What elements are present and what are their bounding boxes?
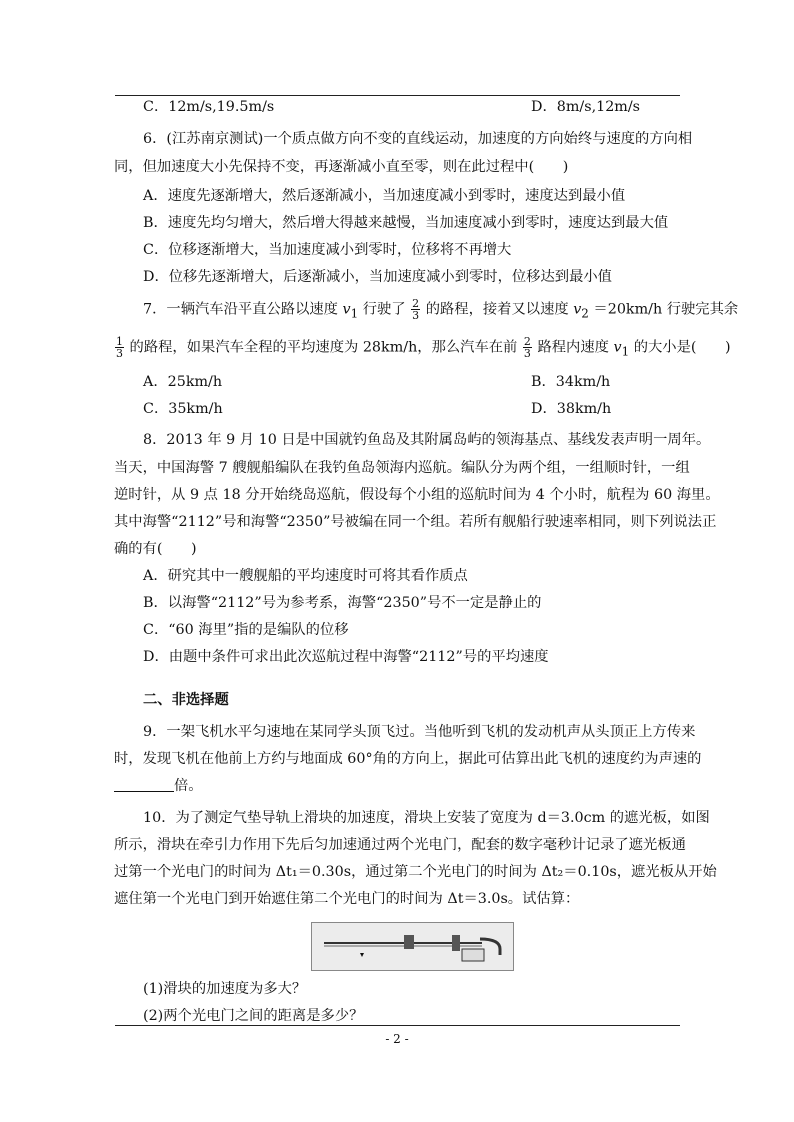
q8-option-b: B．以海警“2112”号为参考系，海警“2350”号不一定是静止的 xyxy=(143,595,542,611)
q8-stem-line-3: 逆时针，从 9 点 18 分开始绕岛巡航，假设每个小组的巡航时间为 4 个小时，航程为 60 海里。 xyxy=(114,487,720,503)
q9-stem-line-3: 倍。 xyxy=(114,776,684,796)
q6-option-d: D．位移先逐渐增大，后逐渐减小，当加速度减小到零时，位移达到最小值 xyxy=(143,269,612,285)
q7-option-b: B．34km/h xyxy=(531,374,611,390)
q7-options-ab xyxy=(143,372,713,392)
q7-options-cd xyxy=(143,399,713,419)
q10-sub-question-2: (2)两个光电门之间的距离是多少？ xyxy=(143,1008,364,1024)
q5-option-d: D．8m/s,12m/s xyxy=(531,99,641,115)
header-rule xyxy=(115,95,680,96)
q8-option-a: A．研究其中一艘舰船的平均速度时可将其看作质点 xyxy=(143,568,468,584)
q6-stem-line-2: 同，但加速度大小先保持不变，再逐渐减小直至零，则在此过程中( ) xyxy=(114,159,569,175)
fraction-one-third: $\frac{1}{3}$ xyxy=(116,335,123,360)
q5-option-c: C．12m/s,19.5m/s xyxy=(143,99,275,115)
q7-option-c: C．35km/h xyxy=(143,401,223,417)
q8-stem-line-2: 当天，中国海警 7 艘舰船编队在我钓鱼岛领海内巡航。编队分为两个组，一组顺时针，一组 xyxy=(114,460,690,476)
q9-stem-line-2: 时，发现飞机在他前上方约与地面成 60°角的方向上，据此可估算出此飞机的速度约为声速的 xyxy=(114,751,702,767)
air-track-photo xyxy=(311,922,514,971)
q10-stem-line-1: 10．为了测定气垫导轨上滑块的加速度，滑块上安装了宽度为 d＝3.0cm 的遮光板，如图 xyxy=(143,810,710,826)
q5-options-cd xyxy=(143,97,713,117)
answer-blank[interactable] xyxy=(114,777,174,792)
q7-option-d: D．38km/h xyxy=(531,401,612,417)
fraction-two-thirds: $\frac{2}{3}$ xyxy=(412,297,420,322)
q9-stem-line-1: 9．一架飞机水平匀速地在某同学头顶飞过。当他听到飞机的发动机声从头顶正上方传来 xyxy=(143,724,696,740)
q6-option-c: C．位移逐渐增大，当加速度减小到零时，位移将不再增大 xyxy=(143,242,512,258)
page-number: - 2 - xyxy=(385,1032,409,1046)
q6-stem-line-1: 6．(江苏南京测试)一个质点做方向不变的直线运动，加速度的方向始终与速度的方向相 xyxy=(143,131,693,147)
q7-option-a: A．25km/h xyxy=(143,374,223,390)
section-title: 二、非选择题 xyxy=(143,692,229,708)
q7-stem-line-1: 7．一辆汽车沿平直公路以速度 $v_1$ 行驶了 $\frac{2}{3}$ 的路程，接着又以速度 $v_2 =20km/h$ 行驶完其余 xyxy=(143,297,739,322)
q8-stem-line-5: 确的有( ) xyxy=(114,541,197,557)
footer-rule xyxy=(115,1025,680,1026)
q8-stem-line-1: 8．2013 年 9 月 10 日是中国就钓鱼岛及其附属岛屿的领海基点、基线发表声明一周年。 xyxy=(143,432,711,448)
q8-option-c: C．“60 海里”指的是编队的位移 xyxy=(143,622,349,638)
q7-stem-line-2: $\frac{1}{3}$ 的路程，如果汽车全程的平均速度为 28km/h，那么汽车在前 $\frac{2}{3}$ 路程内速度 $v_1$ 的大小是( ) xyxy=(116,335,731,360)
q10-stem-line-4: 遮住第一个光电门到开始遮住第二个光电门的时间为 Δt＝3.0s。试估算： xyxy=(114,891,580,907)
q10-sub-question-1: (1)滑块的加速度为多大？ xyxy=(143,981,307,997)
q6-option-a: A．速度先逐渐增大，然后逐渐减小，当加速度减小到零时，速度达到最小值 xyxy=(143,188,626,204)
q6-option-b: B．速度先均匀增大，然后增大得越来越慢，当加速度减小到零时，速度达到最大值 xyxy=(143,215,669,231)
fraction-two-thirds-2: $\frac{2}{3}$ xyxy=(523,335,531,360)
q8-stem-line-4: 其中海警“2112”号和海警“2350”号被编在同一个组。若所有舰船行驶速率相同，则下列说法正 xyxy=(114,514,717,530)
q10-stem-line-3: 过第一个光电门的时间为 Δt₁＝0.30s，通过第二个光电门的时间为 Δt₂＝0.10s，遮光板从开始 xyxy=(114,864,717,880)
q10-stem-line-2: 所示，滑块在牵引力作用下先后匀加速通过两个光电门，配套的数字毫秒计记录了遮光板通 xyxy=(114,837,686,853)
q8-option-d: D．由题中条件可求出此次巡航过程中海警“2112”号的平均速度 xyxy=(143,649,549,665)
